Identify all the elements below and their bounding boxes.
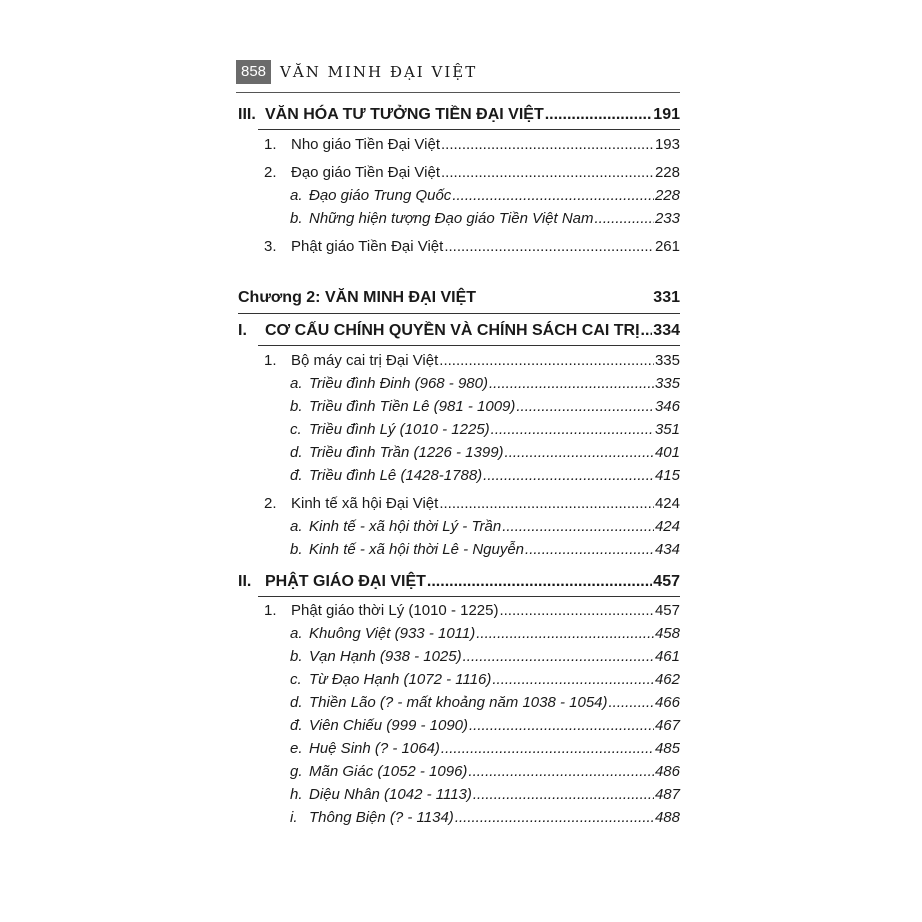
section-title: PHẬT GIÁO ĐẠI VIỆT — [265, 573, 426, 590]
dot-leader — [545, 106, 653, 124]
entry-page: 424 — [654, 495, 680, 512]
subentry-title: Triều đình Lý (1010 - 1225) — [309, 421, 490, 438]
subentry-title: Triều đình Tiền Lê (981 - 1009) — [309, 398, 516, 415]
subentry-letter: c. — [290, 671, 302, 688]
entry-title: Bộ máy cai trị Đại Việt — [291, 352, 439, 369]
toc-subentry[interactable] — [290, 717, 680, 734]
subentry-page: 488 — [654, 809, 680, 826]
subentry-page: 458 — [654, 625, 680, 642]
dot-leader — [505, 444, 654, 461]
toc-entry[interactable] — [264, 238, 680, 255]
subentry-page: 434 — [654, 541, 680, 558]
section-number: III. — [238, 106, 256, 123]
subentry-page: 461 — [654, 648, 680, 665]
entry-title: Phật giáo thời Lý (1010 - 1225) — [291, 602, 499, 619]
subentry-title: Triều đình Lê (1428-1788) — [309, 467, 483, 484]
dot-leader — [641, 322, 653, 340]
toc-section-iii[interactable] — [238, 106, 680, 124]
dot-leader — [502, 518, 654, 535]
toc-subentry[interactable] — [290, 671, 680, 688]
dot-leader — [595, 210, 654, 227]
chapter-page: 331 — [653, 289, 680, 306]
subentry-title: Thiền Lão (? - mất khoảng năm 1038 - 1054) — [309, 694, 608, 711]
dot-leader — [492, 671, 654, 688]
entry-page: 193 — [654, 136, 680, 153]
toc-subentry[interactable] — [290, 694, 680, 711]
toc-section-i[interactable] — [238, 322, 680, 340]
section-number: II. — [238, 573, 252, 590]
subentry-letter: đ. — [290, 467, 303, 484]
entry-number: 1. — [264, 136, 277, 153]
entry-number: 1. — [264, 602, 277, 619]
subentry-title: Khuông Việt (933 - 1011) — [309, 625, 476, 642]
toc-subentry[interactable] — [290, 187, 680, 204]
chapter-divider — [238, 313, 680, 314]
dot-leader — [525, 541, 654, 558]
subentry-title: Những hiện tượng Đạo giáo Tiền Việt Nam — [309, 210, 594, 227]
dot-leader — [473, 786, 654, 803]
subentry-letter: b. — [290, 398, 303, 415]
toc-subentry[interactable] — [290, 421, 680, 438]
subentry-page: 335 — [654, 375, 680, 392]
dot-leader — [469, 717, 654, 734]
subentry-letter: d. — [290, 694, 303, 711]
subentry-title: Triều đình Đinh (968 - 980) — [309, 375, 488, 392]
dot-leader — [441, 136, 654, 153]
toc-subentry[interactable] — [290, 398, 680, 415]
toc-section-ii[interactable] — [238, 573, 680, 591]
toc-entry[interactable] — [264, 352, 680, 369]
toc-subentry[interactable] — [290, 518, 680, 535]
toc-subentry[interactable] — [290, 625, 680, 642]
subentry-page: 486 — [654, 763, 680, 780]
dot-leader — [455, 809, 654, 826]
subentry-page: 228 — [654, 187, 680, 204]
toc-subentry[interactable] — [290, 375, 680, 392]
subentry-letter: a. — [290, 187, 303, 204]
dot-leader — [476, 625, 654, 642]
subentry-title: Thông Biện (? - 1134) — [309, 809, 454, 826]
entry-title: Kinh tế xã hội Đại Việt — [291, 495, 439, 512]
dot-leader — [427, 573, 652, 591]
subentry-letter: b. — [290, 648, 303, 665]
subentry-page: 415 — [654, 467, 680, 484]
section-page: 191 — [653, 106, 680, 123]
dot-leader — [491, 421, 654, 438]
entry-number: 2. — [264, 164, 277, 181]
subentry-title: Từ Đạo Hạnh (1072 - 1116) — [309, 671, 492, 688]
subentry-letter: d. — [290, 444, 303, 461]
dot-leader — [441, 164, 654, 181]
subentry-title: Kinh tế - xã hội thời Lý - Trần — [309, 518, 502, 535]
dot-leader — [439, 495, 654, 512]
section-divider — [258, 596, 680, 597]
dot-leader — [444, 238, 654, 255]
book-title: VĂN MINH ĐẠI VIỆT — [280, 63, 478, 81]
toc-subentry[interactable] — [290, 467, 680, 484]
entry-page: 457 — [654, 602, 680, 619]
section-divider — [258, 345, 680, 346]
header-divider — [236, 92, 680, 93]
toc-entry[interactable] — [264, 495, 680, 512]
subentry-title: Huệ Sinh (? - 1064) — [309, 740, 440, 757]
subentry-page: 233 — [654, 210, 680, 227]
entry-page: 261 — [654, 238, 680, 255]
section-page: 457 — [653, 573, 680, 590]
entry-title: Đạo giáo Tiền Đại Việt — [291, 164, 440, 181]
subentry-page: 351 — [654, 421, 680, 438]
entry-title: Phật giáo Tiền Đại Việt — [291, 238, 444, 255]
toc-subentry[interactable] — [290, 763, 680, 780]
subentry-title: Diệu Nhân (1042 - 1113) — [309, 786, 472, 803]
dot-leader — [499, 602, 654, 619]
subentry-page: 467 — [654, 717, 680, 734]
subentry-title: Mãn Giác (1052 - 1096) — [309, 763, 468, 780]
toc-entry[interactable] — [264, 164, 680, 181]
subentry-page: 466 — [654, 694, 680, 711]
entry-page: 335 — [654, 352, 680, 369]
subentry-letter: b. — [290, 210, 303, 227]
entry-number: 2. — [264, 495, 277, 512]
subentry-page: 485 — [654, 740, 680, 757]
toc-subentry[interactable] — [290, 786, 680, 803]
subentry-letter: b. — [290, 541, 303, 558]
subentry-letter: c. — [290, 421, 302, 438]
entry-number: 1. — [264, 352, 277, 369]
dot-leader — [516, 398, 654, 415]
subentry-page: 346 — [654, 398, 680, 415]
dot-leader — [463, 648, 654, 665]
subentry-letter: a. — [290, 375, 303, 392]
section-number: I. — [238, 322, 247, 339]
subentry-letter: i. — [290, 809, 298, 826]
subentry-letter: h. — [290, 786, 303, 803]
subentry-page: 487 — [654, 786, 680, 803]
running-header — [236, 60, 477, 84]
entry-title: Nho giáo Tiền Đại Việt — [291, 136, 440, 153]
toc-subentry[interactable] — [290, 444, 680, 461]
section-page: 334 — [653, 322, 680, 339]
subentry-letter: e. — [290, 740, 303, 757]
subentry-letter: đ. — [290, 717, 303, 734]
toc-chapter-2[interactable] — [238, 289, 680, 307]
dot-leader — [441, 740, 654, 757]
dot-leader — [452, 187, 654, 204]
subentry-title: Đạo giáo Trung Quốc — [309, 187, 452, 204]
toc-subentry[interactable] — [290, 648, 680, 665]
subentry-page: 462 — [654, 671, 680, 688]
dot-leader — [609, 694, 654, 711]
toc-entry[interactable] — [264, 136, 680, 153]
page-number: 858 — [236, 60, 271, 84]
toc-subentry[interactable] — [290, 541, 680, 558]
dot-leader — [468, 763, 654, 780]
entry-number: 3. — [264, 238, 277, 255]
toc-subentry[interactable] — [290, 809, 680, 826]
dot-leader — [483, 467, 654, 484]
toc-subentry[interactable] — [290, 210, 680, 227]
subentry-title: Triều đình Trần (1226 - 1399) — [309, 444, 504, 461]
dot-leader — [489, 375, 654, 392]
toc-subentry[interactable] — [290, 740, 680, 757]
section-title: VĂN HÓA TƯ TƯỞNG TIỀN ĐẠI VIỆT — [265, 106, 544, 123]
chapter-title: Chương 2: VĂN MINH ĐẠI VIỆT — [238, 289, 477, 306]
entry-page: 228 — [654, 164, 680, 181]
subentry-title: Viên Chiếu (999 - 1090) — [309, 717, 468, 734]
section-divider — [258, 129, 680, 130]
toc-entry[interactable] — [264, 602, 680, 619]
section-title: CƠ CẤU CHÍNH QUYỀN VÀ CHÍNH SÁCH CAI TRỊ — [265, 322, 640, 339]
subentry-letter: a. — [290, 625, 303, 642]
subentry-page: 424 — [654, 518, 680, 535]
subentry-page: 401 — [654, 444, 680, 461]
dot-leader — [439, 352, 654, 369]
subentry-title: Vạn Hạnh (938 - 1025) — [309, 648, 462, 665]
subentry-letter: a. — [290, 518, 303, 535]
subentry-letter: g. — [290, 763, 303, 780]
subentry-title: Kinh tế - xã hội thời Lê - Nguyễn — [309, 541, 525, 558]
